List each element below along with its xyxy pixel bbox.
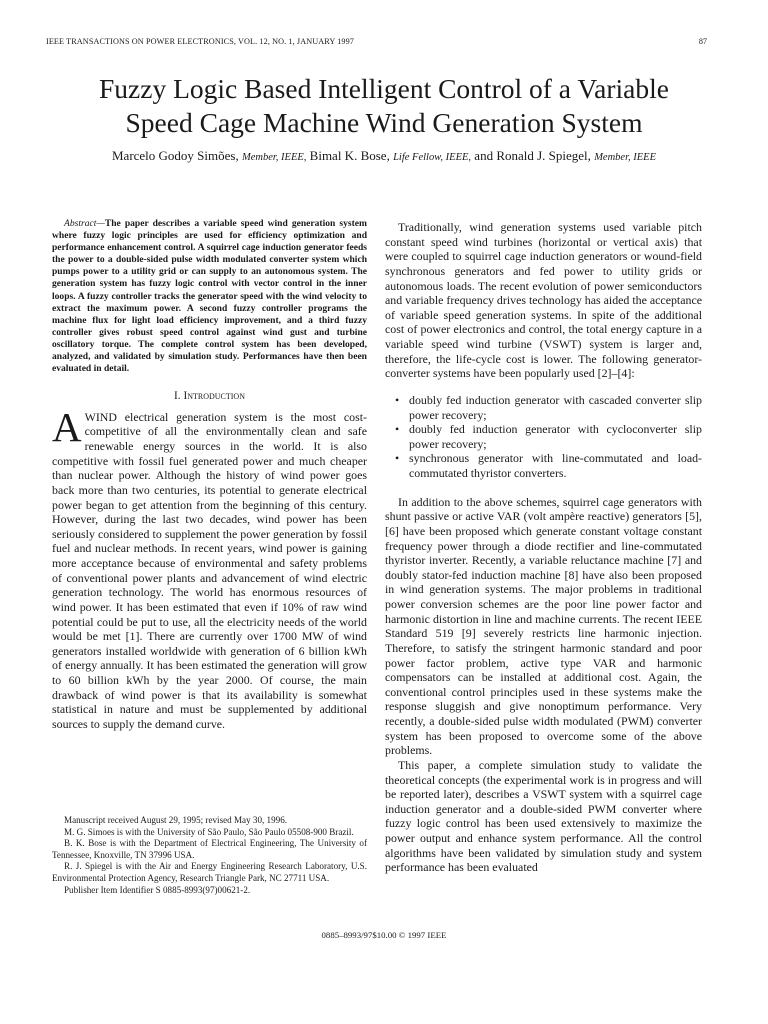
journal-header: IEEE TRANSACTIONS ON POWER ELECTRONICS, VOL. 12, NO. 1, JANUARY 1997 xyxy=(46,37,354,46)
list-item-text: doubly fed induction generator with cascaded converter slip power recovery; xyxy=(409,392,702,422)
title-line-2: Speed Cage Machine Wind Generation System xyxy=(125,107,643,138)
footnote-received: Manuscript received August 29, 1995; revised May 30, 1996. xyxy=(64,815,288,825)
abstract-text: The paper describes a variable speed wind generation system where fuzzy logic principles are used for efficiency optimization and performance enhancement control. A squirrel cage induction generator feeds the power to a double-sided pulse width modulated converter system which pumps power to a utility grid or can supply to an autonomous system. The generation system has fuzzy logic control with vector control in the inner loops. A fuzzy controller tracks the generator speed with the wind velocity to extract the maximum power. A second fuzzy controller programs the machine flux for light load efficiency improvement, and a third fuzzy controller gives robust speed control against wind gust and turbine oscillatory torque. The complete control system has been developed, analyzed, and validated by simulation study. Performances have then been evaluated in detail. xyxy=(52,218,367,375)
author-1-name: Marcelo Godoy Simões, xyxy=(111,148,239,163)
bullet-icon: • xyxy=(395,451,400,466)
author-3-role: Member, IEEE xyxy=(594,152,656,163)
section-title: Introduction xyxy=(183,390,245,403)
footnote-spiegel: R. J. Spiegel is with the Air and Energy Engineering Research Laboratory, U.S. Environmental Protection Agency, Research Triangle Park, NC 27711 USA. xyxy=(52,861,367,883)
list-item-text: doubly fed induction generator with cycloconverter slip power recovery; xyxy=(409,422,702,451)
author-2-name: Bimal K. Bose, xyxy=(309,148,390,163)
footnotes xyxy=(52,815,367,896)
intro-paragraph-1-text: WIND electrical generation system is the most cost-competitive of all the environmentally clean and safe renewable energy sources in the world. It is also competitive with fossil fuel generated power and much cheaper than nuclear power. Although the history of wind power goes back more than two centuries, its potential to generate electrical power began to get attention from the beginning of this century. However, during the last two decades, wind power has been seriously considered to supplement the power generation by fossil fuel and nuclear methods. In recent years, wind power is gaining more acceptance because of environmental and safety problems of conventional power plants and advancement of wind electric generation technology. The world has enormous resources of wind power. It has been estimated that even if 10% of raw wind potential could be put to use, all the electricity needs of the world would be met [1]. There are currently over 1700 MW of wind generators installed worldwide with generation of 6 billion kWh of energy annually. It has been estimated the generation will grow to 60 billion kWh by the year 2000. Of course, the main drawback of wind power is that its availability is somewhat statistical in nature and must be supplemented by additional sources to supply the demand curve. xyxy=(52,409,367,731)
abstract xyxy=(52,218,367,375)
author-3-name: and Ronald J. Spiegel, xyxy=(474,148,591,163)
copyright-footer: 0885–8993/97$10.00 © 1997 IEEE xyxy=(321,930,447,940)
author-2-role: Life Fellow, IEEE, xyxy=(393,152,472,163)
section-heading-introduction xyxy=(52,389,367,404)
list-item xyxy=(385,422,702,451)
bullet-icon: • xyxy=(395,422,400,437)
right-paragraph-3: This paper, a complete simulation study to validate the theoretical concepts (the experimental work is in progress and will be reported later), describes a VSWT system with a squirrel cage induction generator and a double-sided PWM converter where fuzzy logic control has been used extensively to maximize the power output and enhance system performance. All the control algorithms have been validated by simulation study and system performance has been evaluated xyxy=(385,757,702,875)
author-list xyxy=(30,148,738,164)
list-item xyxy=(385,393,702,422)
right-paragraph-2: In addition to the above schemes, squirrel cage generators with shunt passive or active VAR (volt ampère reactive) generators [5], [6] have been proposed which generate constant voltage constant frequency power through a diode rectifier and line-commutated thyristor inverter. Recently, a variable reluctance machine [7] and doubly stator-fed induction machine [8] have also been proposed in wind generation systems. The major problems in traditional power conversion schemes are the poor line power factor and harmonic distortion in line and machine currents. The recent IEEE Standard 519 [9] severely restricts line harmonic injection. Therefore, to satisfy the stringent harmonic standard and poor power factor problem, active type VAR and harmonic compensators can be installed at additional cost. Again, the conventional control principles used in these systems make the response sluggish and give nonoptimum performance. Very recently, a double-sided pulse width modulated (PWM) converter system has been proposed to overcome some of the above problems. xyxy=(385,494,702,758)
intro-paragraph-1 xyxy=(52,403,367,732)
right-paragraph-1: Traditionally, wind generation systems used variable pitch constant speed wind turbines (horizontal or vertical axis) that were coupled to squirrel cage induction generators or wound-field synchronous generators and fed power to utility grids or autonomous loads. The recent evolution of power semiconductors and variable frequency drives technology has aided the acceptance of variable speed generation systems. In spite of the additional cost of power electronics and control, the total energy capture in a variable speed wind turbine (VSWT) system is larger and, therefore, the life-cycle cost is lower. The following generator-converter systems have been popularly used [2]–[4]: xyxy=(385,220,702,381)
footnote-bose: B. K. Bose is with the Department of Electrical Engineering, The University of Tennessee, Knoxville, TN 37996 USA. xyxy=(52,838,367,860)
right-column xyxy=(385,220,702,875)
list-item xyxy=(385,451,702,480)
generator-converter-list xyxy=(385,393,702,481)
author-1-role: Member, IEEE, xyxy=(241,152,307,163)
title-line-1: Fuzzy Logic Based Intelligent Control of a Variable xyxy=(99,73,669,104)
bullet-icon: • xyxy=(395,392,400,407)
drop-cap: A xyxy=(52,403,82,450)
footnote-publisher-id: Publisher Item Identifier S 0885-8993(97)00621-2. xyxy=(64,884,251,895)
footnote-simoes: M. G. Simoes is with the University of São Paulo, São Paulo 05508-900 Brazil. xyxy=(64,826,354,837)
page-number: 87 xyxy=(698,37,707,46)
left-column xyxy=(52,218,367,732)
list-item-text: synchronous generator with line-commutated and load-commutated thyristor converters. xyxy=(409,451,702,480)
abstract-label: Abstract— xyxy=(64,218,105,229)
section-numeral: I. xyxy=(174,390,181,403)
paper-title xyxy=(30,72,738,140)
